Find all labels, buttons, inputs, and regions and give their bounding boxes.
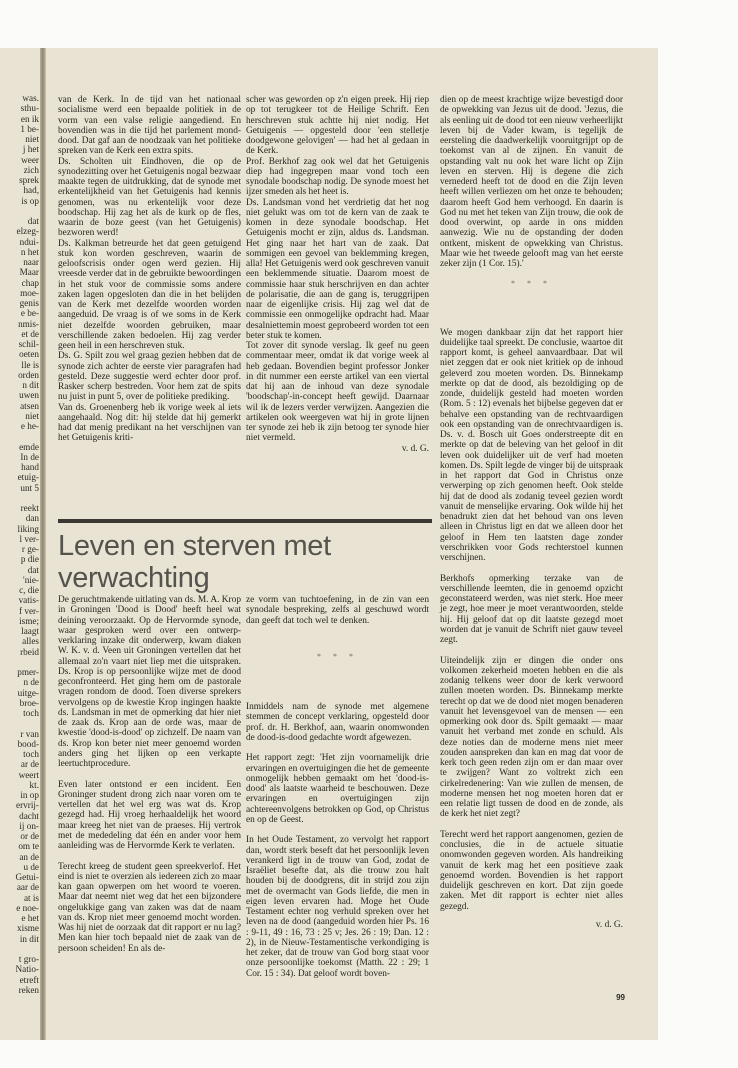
text-fragment: r van bbox=[20, 728, 39, 739]
paragraph: Ds. Landsman vond het verdrietig dat het nog niet gelukt was om tot de kern van de zaak te komen in deze synodale boodschap. Het Getuigenis mocht er zijn, aldus ds. Landsman. Het ging naar het hart van de zaak. Dat sommigen een gevoel van beklemming kregen, alla! Het Getuigenis werd ook geschreven vanuit een beklemmende situatie. Daarom moest de commissie haar stuk herschrijven en dan achter de polarisatie, die aan de gang is, teruggrijpen naar de eigenlijke crisis. Hij zag wel dat de commissie een onmogelijke opdracht had. Maar desalniettemin moest geprobeerd worden tot een beter stuk te komen. bbox=[246, 197, 429, 341]
page-number: 99 bbox=[616, 993, 625, 1002]
paragraph: Uiteindelijk zijn er dingen die onder ons volkomen zekerheid moeten hebben en die als zodanig telkens weer door de kerk verwoord zullen moeten worden. Ds. Binnekamp merkte terecht op dat we de dood niet mogen benaderen vanuit het levensgevoel van de mensen — een opmerking ook door ds. Spilt gemaakt — maar vanuit het verband met zonde en schuld. Als deze noties dan de moderne mens niet meer zouden aanspreken dan kan en mag dat voor de kerk toch geen reden zijn om er dan maar over te zwijgen? Want zo voltrekt zich een cirkelredenering: Van wie zullen de mensen, de moderne mensen het nog moeten horen dat er een relatie ligt tussen de dood en de zonde, als de kerk het niet zegt? bbox=[440, 655, 623, 820]
text-fragment: et de bbox=[21, 328, 39, 339]
text-fragment: e noe- bbox=[16, 902, 39, 913]
paragraph: De geruchtmakende uitlating van ds. M. A. Krop in Groningen 'Dood is Dood' heeft heel wat deining veroorzaakt. Op de Hervormde synode, waar gesproken werd over een ontwerp-verklaring inzake dit onderwerp, kwam diaken W. K. v. d. Veen uit Groningen vertellen dat het allemaal zo'n vaart niet liep met die uitspraken. Ds. Krop is op persoonlijke wijze met de dood geconfronteerd. Het ging hem om de pastorale vragen rondom de dood. Toen diverse sprekers vervolgens op de kwestie Krop ingingen haakte ds. Landsman in met de opmerking dat hier niet de zaak ds. Krop aan de orde was, maar de kwestie 'dood-is-dood' op zichzelf. De naam van ds. Krop kon beter niet meer genoemd worden anders ging het lijken op een verkapte leertuchtprocedure. bbox=[58, 595, 241, 769]
text-fragment: dacht bbox=[19, 810, 39, 821]
paragraph: Tot zover dit synode verslag. Ik geef nu geen commentaar meer, omdat ik dat vorige week al heb gedaan. Bovendien begint professor Jonker in dit nummer een eerste artikel van een viertal dat hij aan de inhoud van deze synodale 'boodschap'-in-concept heeft gewijd. Daarnaar wil ik de lezers verder verwijzen. Aangezien die artikelen ook weergeven wat hij in grote lijnen ter synode zei heb ik zijn betoog ter synode hier niet vermeld. bbox=[246, 341, 429, 444]
text-fragment: toch bbox=[23, 708, 39, 718]
paragraph: Berkhofs opmerking terzake van de verschillende leemten, die in genoemd opzicht geconstateerd werden, was niet sterk. Hoe meer je zegt, hoe meer je moet verantwoorden, stelde hij. Hij geloof dat op dit laatste gezegd moet worden dat je vanuit de Schrift niet gauw teveel zegt. bbox=[440, 573, 623, 645]
paragraph: Van ds. Groenenberg heb ik vorige week al iets aangehaald. Nog dit: hij stelde dat hij gemerkt had dat menig predikant na het verschijnen van het Getuigenis kriti- bbox=[58, 402, 241, 444]
text-fragment: nmis- bbox=[18, 318, 39, 329]
paragraph: Ds. Scholten uit Eindhoven, die op de synodezitting over het Getuigenis nogal bezwaar maakte tegen de uitdrukking, dat de synode met erkentelijkheid van het Getuigenis had kennis genomen, was nu erkentelijk voor deze boodschap. Hij zag het als de kurk op de fles, waarin de boze geest (van het Getuigenis) bezworen werd! bbox=[58, 156, 241, 239]
text-fragment: is op bbox=[21, 195, 39, 206]
paragraph: Inmiddels nam de synode met algemene stemmen de concept verklaring, opgesteld door prof. dr. H. Berkhof, aan, waarin onomwonden de dood-is-dood gedachte wordt afgewezen. bbox=[246, 702, 429, 743]
text-fragment: In de bbox=[20, 451, 39, 462]
text-fragment: e het bbox=[21, 913, 39, 923]
author-signature: v. d. G. bbox=[595, 919, 623, 930]
text-fragment: atsen bbox=[20, 400, 39, 411]
text-fragment: uwen bbox=[19, 390, 39, 401]
headline-line-1: Leven en sterven met bbox=[58, 530, 331, 562]
text-fragment: genis bbox=[19, 298, 39, 308]
text-fragment: sprek bbox=[19, 175, 39, 185]
text-fragment: had, bbox=[23, 185, 39, 196]
text-fragment: dat bbox=[27, 216, 39, 226]
text-fragment bbox=[0, 431, 39, 441]
article-body-column-2 bbox=[246, 595, 429, 979]
text-fragment: unt 5 bbox=[20, 482, 39, 493]
text-fragment: dat bbox=[27, 564, 39, 575]
text-fragment: n het bbox=[20, 246, 39, 257]
text-fragment: aar de bbox=[16, 882, 39, 893]
text-fragment: niet bbox=[25, 134, 39, 144]
text-fragment: or de bbox=[20, 831, 39, 841]
section-separator: * * * bbox=[511, 279, 552, 289]
text-fragment: emde bbox=[19, 441, 39, 452]
text-fragment: reken bbox=[18, 984, 39, 995]
text-fragment: toch bbox=[23, 749, 39, 759]
paragraph: We mogen dankbaar zijn dat het rapport hier duidelijke taal spreekt. De conclusie, waartoe dit rapport komt, is geheel aanvaardbaar. Dat wil niet zeggen dat er ook niet kritiek op de inhoud geleverd zou moeten worden. Ds. Binnekamp merkte op dat de dood, als bezoldiging op de zonde, duidelijk gesteld had moeten worden (Rom. 5 : 12) evenals het bijbelse gegeven dat er behalve een opstanding van de rechtvaardigen ook een opstanding van de onrechtvaardigen is. Ds. v. d. Bosch uit Goes onderstreepte dit en merkte op dat de beleving van het geloof in dit leven ook duidelijker uit de verf had moeten komen. Ds. Spilt legde de vinger bij de uitspraak in het rapport dat God in Christus onze verwerping op zich genomen heeft. Ook stelde hij dat de dood als zodanig teveel gezien wordt vanuit de menselijke ervaring. Ook wilde hij het benadrukt zien dat het behoud van ons leven alleen in Christus ligt en dat we alleen door het geloof in Hem ten laatsten dage zonder verschrikken voor Gods rechterstoel kunnen verschijnen. bbox=[440, 327, 623, 563]
text-fragment bbox=[0, 944, 39, 954]
text-fragment: oeten bbox=[19, 349, 39, 360]
text-fragment: naar bbox=[23, 257, 39, 267]
paragraph: dien op de meest krachtige wijze bevestigd door de opwekking van Jezus uit de dood. 'Jezus, die als eenling uit de dood tot een nieuw verheerlijkt leven bij de Vader kwam, is tegelijk de eersteling die daadwerkelijk vooruitgrijpt op de toekomst van al de zijnen. En vanuit de opstanding valt nu ook het ware licht op Zijn leven en sterven. Hij is degene die zich vernederd heeft tot de dood en die Zijn leven heeft willen verliezen om het onze te behouden; daarom heeft God hem verhoogd. En daarin is God nu met het teken van Zijn trouw, die ook de dood overwint, op aarde in ons midden aanwezig. Wie nu de opstanding der doden ontkent, miskent de opwekking van Christus. Maar wie het tweede gelooft mag van het eerste zeker zijn (1 Cor. 15).' bbox=[440, 95, 623, 269]
text-fragment: rbeid bbox=[20, 646, 39, 657]
paragraph: scher was geworden op z'n eigen preek. Hij riep op tot terugkeer tot de Heilige Schrift. Een herschreven stuk achtte hij niet nodig. Het Getuigenis — opgesteld door 'een stelletje doodgewone gelovigen' — had het al gedaan in de Kerk. bbox=[246, 95, 429, 157]
headline-line-2: verwachting bbox=[58, 562, 210, 594]
text-fragment: an de bbox=[19, 851, 39, 862]
text-fragment: ij on- bbox=[19, 820, 39, 831]
text-fragment: f ver- bbox=[19, 605, 39, 616]
text-fragment: Maar bbox=[19, 267, 39, 278]
text-fragment: in op bbox=[20, 790, 39, 800]
article-body-column-1 bbox=[58, 595, 241, 954]
paragraph: Ds. G. Spilt zou wel graag gezien hebben dat de synode zich achter de eerste vier paragrafen had gesteld. Deze suggestie werd echter door prof. Rasker scherp bestreden. Voor hem zat de spits nu juist in punt 5, over de politieke prediking. bbox=[58, 351, 241, 403]
text-fragment: in dit bbox=[19, 933, 39, 944]
text-fragment: 'nie- bbox=[23, 574, 39, 585]
paragraph: Terecht werd het rapport aangenomen, gezien de conclusies, die in de actuele situatie onomwonden gegeven worden. Als handreiking vanuit de kerk mag het een positieve zaak genoemd worden. Bovendien is het rapport duidelijk geschreven en kort. Dat zijn goede zaken. Met dit rapport is echter niet alles gezegd. bbox=[440, 829, 623, 912]
text-fragment: zich bbox=[23, 164, 39, 175]
text-fragment: weert bbox=[18, 769, 39, 780]
text-fragment: e be- bbox=[20, 308, 39, 319]
previous-page-text-fragments bbox=[0, 93, 39, 995]
text-fragment: t gro- bbox=[18, 954, 39, 964]
text-fragment: dan bbox=[25, 513, 39, 524]
article-column-2 bbox=[246, 95, 429, 454]
text-fragment: etreft bbox=[19, 974, 39, 985]
text-fragment: vatis- bbox=[18, 595, 39, 606]
text-fragment bbox=[0, 206, 39, 216]
text-fragment: liking bbox=[17, 523, 39, 534]
text-fragment: Getui- bbox=[15, 872, 39, 882]
page-fold-gutter bbox=[40, 48, 46, 1040]
text-fragment: lle is bbox=[21, 359, 39, 370]
text-fragment: alles bbox=[22, 636, 39, 647]
paragraph: ze vorm van tuchtoefening, in de zin van een synodale bespreking, zelfs al geschuwd wordt dan geeft dat toch wel te denken. bbox=[246, 595, 429, 626]
text-fragment: moe- bbox=[20, 287, 39, 298]
text-fragment: l ver- bbox=[19, 533, 39, 544]
text-fragment: e he- bbox=[20, 421, 39, 431]
article-headline bbox=[58, 530, 438, 594]
text-fragment: u de bbox=[23, 861, 39, 872]
text-fragment: p die bbox=[20, 554, 39, 565]
paragraph: Prof. Berkhof zag ook wel dat het Getuigenis diep had ingegrepen maar vond toch een synodale boodschap nodig. De synode moest het ijzer smeden als het heet is. bbox=[246, 156, 429, 198]
text-fragment: xisme bbox=[17, 923, 39, 934]
paragraph: Terecht kreeg de student geen spreekverlof. Het eind is niet te overzien als iedereen zich zo maar kan gaan opwerpen om het woord te voeren. Maar dat neemt niet weg dat het een bijzondere ongelukkige gang van zaken was dat de naam van ds. Krop niet meer genoemd mocht worden. Was hij niet de oorzaak dat dit rapport er nu lag? Men kan hier toch bepaald niet de zaak van de persoon scheiden! En als de- bbox=[58, 861, 241, 954]
section-divider bbox=[58, 519, 432, 523]
article-column-1 bbox=[58, 95, 241, 444]
article-body-column-3 bbox=[440, 95, 623, 930]
text-fragment: n de bbox=[23, 677, 39, 688]
text-fragment: c, die bbox=[19, 585, 39, 595]
text-fragment bbox=[0, 493, 39, 503]
text-fragment: om te bbox=[18, 841, 39, 852]
text-fragment: broe- bbox=[19, 697, 39, 708]
paragraph: In het Oude Testament, zo vervolgt het rapport dan, wordt sterk beseft dat het persoonlijk leven verankerd ligt in de trouw van God, zodat de Israëliet besefte dat, als die trouw zou halt houden bij de doodgrens, dit in strijd zou zijn met de overmacht van Gods liefde, die men in eigen leven ervaren had. Moge het Oude Testament echter nog verhuld spreken over het leven na de dood (aangeduid worden hier Ps. 16 : 9-11, 49 : 16, 73 : 25 v; Jes. 26 : 19; Dan. 12 : 2), in de Nieuw-Testamentische verkondiging is het zeker, dat de trouw van God borg staat voor onze persoonlijke toekomst (Matth. 22 : 29; 1 Cor. 15 : 34). Dat geloof wordt boven- bbox=[246, 835, 429, 979]
text-fragment: Natio- bbox=[15, 964, 39, 975]
text-fragment bbox=[0, 657, 39, 667]
text-fragment: ar de bbox=[20, 759, 39, 770]
text-fragment: schil- bbox=[18, 339, 39, 349]
text-fragment: hand bbox=[21, 462, 39, 472]
text-fragment: niet bbox=[25, 410, 39, 421]
text-fragment: pmer- bbox=[17, 667, 39, 677]
text-fragment: kt. bbox=[29, 779, 39, 790]
text-fragment: orden bbox=[18, 369, 39, 380]
text-fragment: weer bbox=[21, 154, 39, 165]
text-fragment: chap bbox=[21, 277, 39, 288]
text-fragment: at is bbox=[23, 892, 39, 903]
text-fragment: uitge- bbox=[17, 687, 39, 698]
text-fragment: sthu- bbox=[20, 103, 39, 114]
text-fragment: en ik bbox=[20, 113, 39, 124]
text-fragment: isme; bbox=[19, 615, 39, 626]
text-fragment: was. bbox=[22, 93, 39, 103]
paragraph: Het rapport zegt: 'Het zijn voornamelijk drie ervaringen en overtuigingen die het de gemeente onmogelijk hebben gemaakt om het 'dood-is-dood' als laatste waarheid te beschouwen. Deze ervaringen en overtuigingen zijn achtereenvolgens betrokken op God, op Christus en op de Geest. bbox=[246, 753, 429, 825]
text-fragment: j het bbox=[22, 144, 39, 155]
section-separator: * * * bbox=[317, 651, 358, 661]
text-fragment: laagt bbox=[21, 626, 39, 636]
text-fragment: 1 be- bbox=[20, 123, 39, 134]
text-fragment: bood- bbox=[17, 738, 39, 749]
text-fragment: etuig- bbox=[17, 472, 39, 483]
paragraph: van de Kerk. In de tijd van het nationaal socialisme werd een bepaalde politiek in de vorm van een valse religie aangediend. En bovendien was in die tijd het parlement mond-dood. Dat gaf aan de noodzaak van het politieke spreken van de Kerk een extra spits. bbox=[58, 95, 241, 157]
text-fragment: r ge- bbox=[21, 544, 39, 554]
text-fragment: n dit bbox=[22, 380, 39, 390]
text-fragment bbox=[0, 718, 39, 728]
author-signature: v. d. G. bbox=[401, 443, 429, 454]
text-fragment: ndui- bbox=[19, 236, 39, 247]
paragraph: Even later ontstond er een incident. Een Groninger student drong zich naar voren om te vertellen dat het wel erg was wat ds. Krop gezegd had. Hij vroeg herhaaldelijk het woord maar kreeg het niet van de praeses. Hij vertrok met de mededeling dat één en ander voor hem aanleiding was de Hervormde Kerk te verlaten. bbox=[58, 779, 241, 851]
text-fragment: ervrij- bbox=[16, 800, 39, 811]
text-fragment: elzeg- bbox=[16, 226, 39, 237]
text-fragment: reekt bbox=[20, 503, 39, 513]
paragraph: Ds. Kalkman betreurde het dat geen getuigend stuk kon worden geschreven, waarin de geloofscrisis onder ogen werd gezien. Hij vreesde verder dat in de gebruikte bewoordingen in het stuk voor de commissie soms andere zaken lagen opgesloten dan die in het belijden van de Kerk met dezelfde woorden worden aangeduid. De vraag is of we soms in de Kerk niet dezelfde woorden gebruiken, maar verschillende zaken bedoelen. Hij zag verder geen heil in een herschreven stuk. bbox=[58, 238, 241, 351]
